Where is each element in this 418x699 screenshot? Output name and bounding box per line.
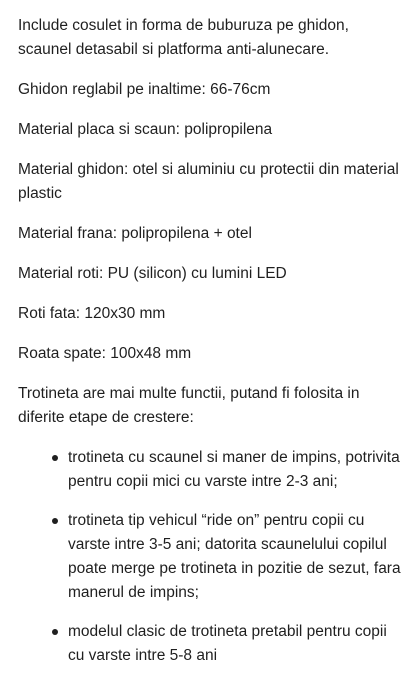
description-paragraph: Material frana: polipropilena + otel (18, 225, 252, 242)
bullet-icon (52, 455, 58, 461)
description-paragraph: Trotineta are mai multe functii, putand fi folosita in diferite etape de crestere: (18, 385, 360, 426)
list-item (52, 620, 404, 668)
description-paragraph: Material placa si scaun: polipropilena (18, 121, 273, 138)
list-item-text: modelul clasic de trotineta pretabil pentru copii cu varste intre 5-8 ani (68, 623, 387, 664)
description-paragraph: Roti fata: 120x30 mm (18, 305, 166, 322)
list-item-text: trotineta cu scaunel si maner de impins, potrivita pentru copii mici cu varste intre 2-3 ani; (68, 449, 400, 490)
description-paragraph: Material ghidon: otel si aluminiu cu protectii din material plastic (18, 161, 399, 202)
bullet-icon (52, 629, 58, 635)
description-paragraph: Include cosulet in forma de buburuza pe ghidon, scaunel detasabil si platforma anti-alunecare. (18, 17, 349, 58)
description-paragraph: Roata spate: 100x48 mm (18, 345, 192, 362)
list-item (52, 509, 404, 605)
description-paragraph: Material roti: PU (silicon) cu lumini LED (18, 265, 287, 282)
bullet-icon (52, 518, 58, 524)
description-paragraph: Ghidon reglabil pe inaltime: 66-76cm (18, 81, 271, 98)
list-item-text: trotineta tip vehicul “ride on” pentru copii cu varste intre 3-5 ani; datorita scaunelului copilul poate merge pe trotineta in pozitie de sezut, fara manerul de impins; (68, 512, 401, 601)
list-item (52, 446, 404, 494)
features-list (18, 446, 404, 668)
